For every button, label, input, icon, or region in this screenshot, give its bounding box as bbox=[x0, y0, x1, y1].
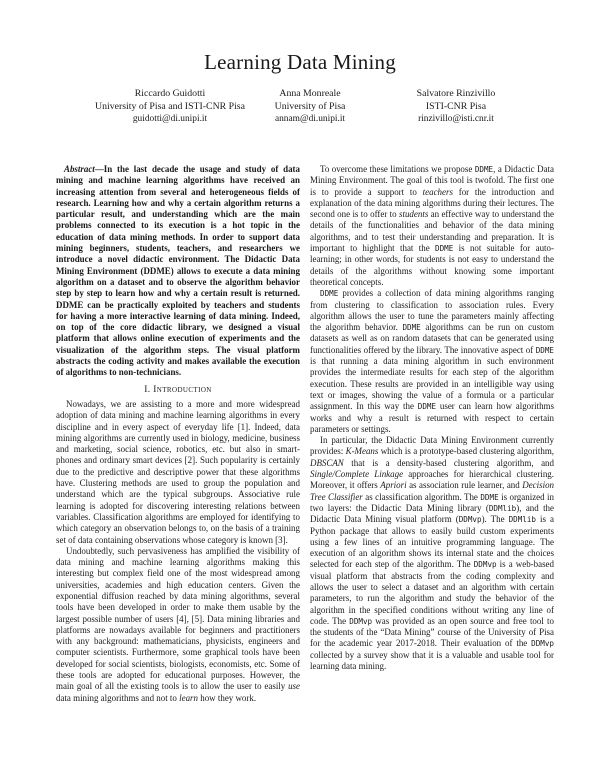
emph-linkage: Single/Complete Linkage bbox=[310, 469, 404, 480]
text: was provided as an open source and free tool to the students of the “Data Mining” course of the University of Pisa for the academic year 2017-2018. Their evaluation of the bbox=[310, 615, 554, 649]
ddme-term: DDME bbox=[402, 323, 421, 333]
paper-title: Learning Data Mining bbox=[204, 50, 396, 74]
text: , a Didactic Data Mining Environment. The goal of this tool is twofold. The first one is to provide a support to bbox=[310, 164, 554, 197]
text: which is a prototype-based clustering algorithm, bbox=[378, 446, 555, 457]
emph-students: students bbox=[399, 209, 429, 220]
author-guidotti bbox=[70, 88, 270, 126]
intro-paragraph-2 bbox=[56, 546, 300, 704]
author-name: Anna Monreale bbox=[279, 88, 341, 99]
emph-learn: learn bbox=[179, 692, 198, 703]
author-monreale bbox=[262, 88, 358, 126]
text: as classification algorithm. The bbox=[362, 491, 481, 502]
text: is a Python package that allows to easily build custom experiments using a few lines of an intuitive programming language. The execution of an algorithm shows its internal state and the choices selected for each step of the algorithm. The bbox=[310, 514, 554, 570]
author-affiliation: University of Pisa and ISTI-CNR Pisa bbox=[95, 100, 245, 112]
abstract-lead: Abstract bbox=[64, 164, 95, 174]
emph-decision-tree: Decision Tree Classifier bbox=[310, 480, 555, 502]
abstract-text: —In the last decade the usage and study of data mining and machine learning algorithms have received an increasing attention from several and heterogeneous fields of research. Learning how and why a certain algorithm returns a particular result, and understanding which are the main problems connected to its execution is a hot topic in the education of data mining methods. In order to support data mining beginners, students, teachers, and researchers we introduce a novel didactic environment. The Didactic Data Mining Environment (DDME) allows to execute a data mining algorithm on a dataset and to observe the algorithm behavior step by step to learn how and why a certain result is returned. DDME can be practically exploited by teachers and students for having a more interactive learning of data mining. Indeed, on top of the core didactic library, we designed a visual platform that allows online execution of experiments and the visualization of the algorithm steps. The visual platform abstracts the coding activity and makes available the execution of algorithms to non-technicians. bbox=[56, 164, 300, 378]
abstract bbox=[56, 164, 300, 379]
text: as association rule learner, and bbox=[406, 480, 523, 491]
ddmvp-term: DDMvp bbox=[458, 515, 482, 525]
author-email: guidotti@di.unipi.it bbox=[132, 114, 208, 124]
text: provides a collection of data mining algorithms ranging from clustering to classification to association rules. Every algorithm allows the user to tune the parameters mainly affecting the algorithm behavior. bbox=[310, 288, 554, 333]
text: is not suitable for auto-learning; in other words, for students is not easy to understand the details of the algorithms without knowing some important theoretical concepts. bbox=[310, 243, 554, 287]
section-heading-introduction bbox=[56, 385, 300, 396]
ddmlib-term: DDMlib bbox=[488, 503, 517, 513]
text: for the introduction and explanation of the data mining algorithms during their lectures. The second one is to offer to bbox=[310, 186, 555, 220]
author-email: annam@di.unipi.it bbox=[274, 114, 346, 124]
ddmlib-term: DDMlib bbox=[508, 515, 536, 525]
emph-kmeans: K-Means bbox=[345, 446, 379, 457]
emph-apriori: Apriori bbox=[380, 480, 407, 491]
ddmvp-term: DDMvp bbox=[531, 639, 554, 649]
author-name: Salvatore Rinzivillo bbox=[416, 88, 496, 99]
right-column bbox=[310, 164, 554, 672]
text: is organized in two layers: the Didactic Data Mining library ( bbox=[310, 491, 554, 513]
text: an effective way to understand the details of the functionalities and behavior of the data mining algorithms, and to test their understanding and preparation. It is important to highlight that the bbox=[310, 209, 554, 254]
text: collected by a survey show that it is a valuable and usable tool for learning data mining. bbox=[310, 649, 554, 672]
ddme-term: DDME bbox=[474, 165, 494, 174]
intro-paragraph-1: Nowadays, we are assisting to a more and more widespread adoption of data mining and machine learning algorithms in every discipline and in every aspect of everyday life [1]. Indeed, data mining algorithms are currently used in biology, medicine, business and marketing, social science, robotics, etc. but also in smart-phones and ordinary smart devices [2]. Such popularity is certainly due to the predictive and descriptive power that these algorithms have. Clustering methods are used to group the population and understand which are the typical subgroups. Associative rule learning is adopted for discovering interesting relations between variables. Classification algorithms are employed for identifying to which category an observation belongs to, on the basis of a training set of data containing observations whose category is known [3]. bbox=[56, 398, 300, 545]
section-number: I. bbox=[144, 384, 151, 395]
text: approaches for hierarchical clustering. Moreover, it offers bbox=[310, 469, 554, 491]
emph-dbscan: DBSCAN bbox=[310, 457, 344, 468]
intro-p2-text-b: data mining algorithms and not to bbox=[56, 692, 180, 703]
author-affiliation: ISTI-CNR Pisa bbox=[425, 100, 487, 112]
right-paragraph-1 bbox=[310, 164, 554, 288]
ddme-term: DDME bbox=[535, 345, 554, 355]
text: ). The bbox=[481, 514, 509, 525]
text: In particular, the Didactic Data Mining Environment currently provides: bbox=[310, 435, 554, 457]
author-name: Riccardo Guidotti bbox=[134, 88, 206, 99]
intro-p2-text-c: how they work. bbox=[198, 692, 257, 703]
text: user can learn how algorithms works and why a result is returned with respect to certain parameters or settings. bbox=[310, 401, 554, 434]
emph-use: use bbox=[288, 681, 300, 692]
intro-p2-text: Undoubtedly, such pervasiveness has amplified the visibility of data mining and machine learning algorithms making this interesting but complex field one of the most widespread among universities, academies and high education centers. Given the exponential diffusion reached by data mining algorithms, several tools have been developed in order to make them usable by the largest possible number of users [4], [5]. Data mining libraries and platforms are nowadays available for beginners and practitioners with any background: mathematicians, physicists, engineers and computer scientists. Furthermore, some graphical tools have been developed for social scientists, biologists, economists, etc. Some of these tools are adopted for educational purposes. However, the main goal of all the existing tools is to allow the user to easily bbox=[56, 545, 300, 692]
ddmvp-term: DDMvp bbox=[473, 560, 497, 570]
author-rinzivillo bbox=[376, 88, 536, 126]
text: To overcome these limitations we propose bbox=[320, 164, 475, 174]
text: is that running a data mining algorithm in such environment provides the intermediate results for each step of the algorithm execution. These results are provided in an intelligible way using text or images, showing the value of a formula or a particular assignment. In this way the bbox=[310, 356, 554, 412]
ddme-term: DDME bbox=[320, 289, 339, 299]
ddme-term: DDME bbox=[480, 492, 499, 502]
text: that is a density-based clustering algorithm, and bbox=[343, 457, 554, 468]
emph-teachers: teachers bbox=[422, 186, 453, 197]
left-column bbox=[56, 164, 300, 704]
ddme-term: DDME bbox=[435, 244, 454, 254]
right-paragraph-2 bbox=[310, 288, 554, 435]
ddmvp-term: DDMvp bbox=[349, 616, 373, 626]
author-email: rinzivillo@isti.cnr.it bbox=[418, 114, 494, 124]
text: is a web-based visual platform that abstracts from the coding complexity and allows the user to select a dataset and an algorithm with certain parameters, to run the algorithm and study the behavior of the algorithm in the specified conditions without writing any line of code. The bbox=[310, 559, 554, 626]
right-paragraph-3 bbox=[310, 435, 554, 672]
ddme-term: DDME bbox=[417, 402, 437, 412]
text: ), and the Didactic Data Mining visual platform ( bbox=[310, 502, 554, 525]
author-affiliation: University of Pisa bbox=[274, 100, 346, 112]
text: algorithms can be run on custom datasets as well as on random datasets that can be generated using functionalities offered by the library. The innovative aspect of bbox=[310, 322, 554, 355]
section-title: Introduction bbox=[153, 384, 212, 395]
